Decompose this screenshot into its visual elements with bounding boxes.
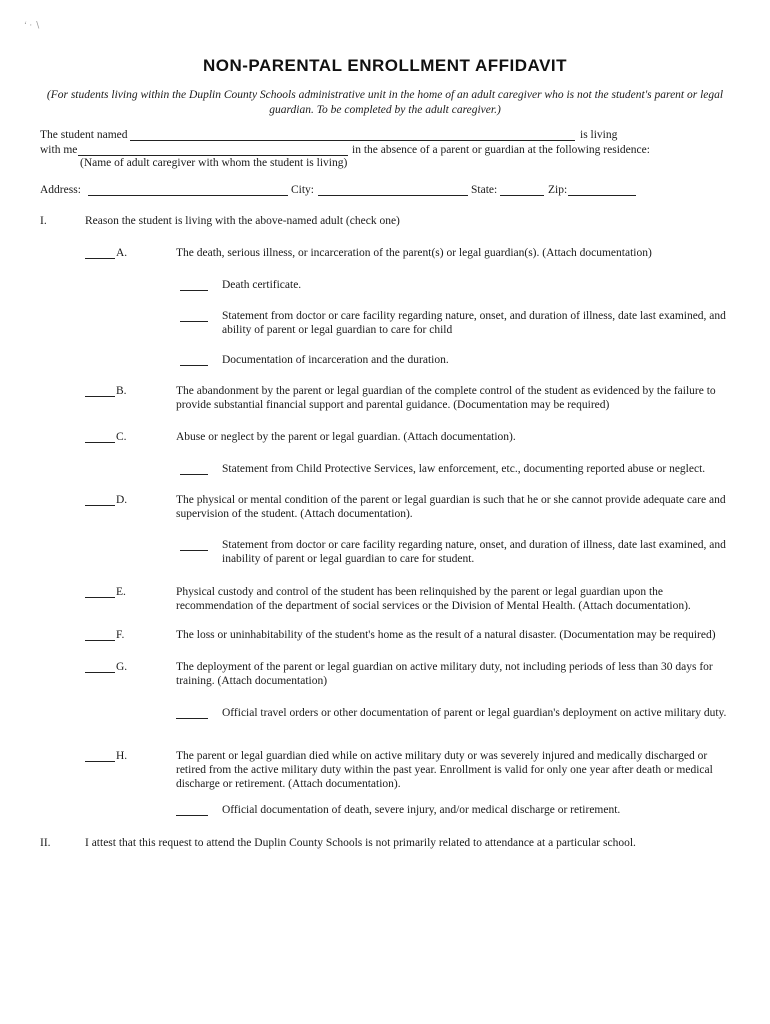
item-c-text: Abuse or neglect by the parent or legal guardian. (Attach documentation). [176,431,516,443]
section-1-heading: Reason the student is living with the above-named adult (check one) [85,215,400,227]
address-label: Address: [40,184,81,196]
student-name-field[interactable] [130,129,575,141]
zip-label: Zip: [548,184,568,196]
item-g-letter: G. [116,661,128,673]
item-a-checkbox[interactable] [85,247,115,259]
item-h-text: The parent or legal guardian died while on active military duty or was severely injured and medically discharged or retired from the active military duty within the past year. Enrollment is valid for only one year after death or medical discharge or retirement. (Attach documentation). [176,750,713,790]
item-c-letter: C. [116,431,127,443]
item-f-letter: F. [116,629,125,641]
absence-text: in the absence of a parent or guardian at the following residence: [352,144,650,156]
caregiver-name-caption: (Name of adult caregiver with whom the student is living) [80,157,348,169]
item-g-text: The deployment of the parent or legal guardian on active military duty, not including periods of less than 30 days for training. (Attach documentation) [176,661,713,687]
city-field[interactable] [318,184,468,196]
item-d-sub-1-text: Statement from doctor or care facility regarding nature, onset, and duration of illness, date last examined, and inability of parent or legal guardian to care for student. [222,539,726,565]
item-a-sub-2-text: Statement from doctor or care facility regarding nature, onset, and duration of illness, date last examined, and ability of parent or legal guardian to care for child [222,310,726,336]
item-b-checkbox[interactable] [85,385,115,397]
item-h-sub-1-checkbox[interactable] [176,804,208,816]
state-field[interactable] [500,184,544,196]
item-d-sub-1-checkbox[interactable] [180,539,208,551]
address-field[interactable] [88,184,288,196]
item-g-sub-1-checkbox[interactable] [176,707,208,719]
item-c-sub-1-checkbox[interactable] [180,463,208,475]
item-d-text: The physical or mental condition of the parent or legal guardian is such that he or she cannot provide adequate care and supervision of the student. (Attach documentation). [176,494,726,520]
item-e-letter: E. [116,586,126,598]
caregiver-name-field[interactable] [78,144,348,156]
section-2-attestation: I attest that this request to attend the Duplin County Schools is not primarily related to attendance at a particular school. [85,837,636,849]
item-b-letter: B. [116,385,127,397]
student-named-label: The student named [40,129,128,141]
item-a-text: The death, serious illness, or incarceration of the parent(s) or legal guardian(s). (Attach documentation) [176,247,652,259]
item-g-checkbox[interactable] [85,661,115,673]
is-living-label: is living [580,129,618,141]
item-c-sub-1-text: Statement from Child Protective Services, law enforcement, etc., documenting reported abuse or neglect. [222,463,706,475]
zip-field[interactable] [568,184,636,196]
item-e-text: Physical custody and control of the student has been relinquished by the parent or legal guardian upon the recommendation of the department of social services or the Division of Mental Health. (Attach documentation). [176,586,691,612]
item-f-checkbox[interactable] [85,629,115,641]
city-label: City: [291,184,315,196]
page-title: NON-PARENTAL ENROLLMENT AFFIDAVIT [202,56,568,75]
page-subtitle: (For students living within the Duplin County Schools administrative unit in the home of an adult caregiver who is not the student's parent or legal guardian. To be completed by the adult caregiver.) [46,89,724,116]
item-a-sub-2-checkbox[interactable] [180,310,208,322]
item-c-checkbox[interactable] [85,431,115,443]
item-a-sub-1-text: Death certificate. [222,279,302,291]
item-a-letter: A. [116,247,128,259]
with-me-label: with me [40,144,78,156]
item-e-checkbox[interactable] [85,586,115,598]
section-1-numeral: I. [40,215,47,227]
item-f-text: The loss or uninhabitability of the student's home as the result of a natural disaster. (Documentation may be required) [176,629,716,641]
item-d-checkbox[interactable] [85,494,115,506]
item-b-text: The abandonment by the parent or legal guardian of the complete control of the student as evidenced by the failure to provide substantial financial support and parental guidance. (Documentation may be required) [176,385,716,411]
scan-artifact-mark: ‘ · ∖ [24,20,41,30]
item-h-sub-1-text: Official documentation of death, severe injury, and/or medical discharge or retirement. [222,804,621,816]
item-a-sub-1-checkbox[interactable] [180,279,208,291]
item-a-sub-3-checkbox[interactable] [180,354,208,366]
section-2-numeral: II. [40,837,51,849]
item-d-letter: D. [116,494,128,506]
state-label: State: [471,184,498,196]
item-h-letter: H. [116,750,128,762]
item-h-checkbox[interactable] [85,750,115,762]
item-g-sub-1-text: Official travel orders or other documentation of parent or legal guardian's deployment on active military duty. [222,707,727,719]
item-a-sub-3-text: Documentation of incarceration and the duration. [222,354,449,366]
